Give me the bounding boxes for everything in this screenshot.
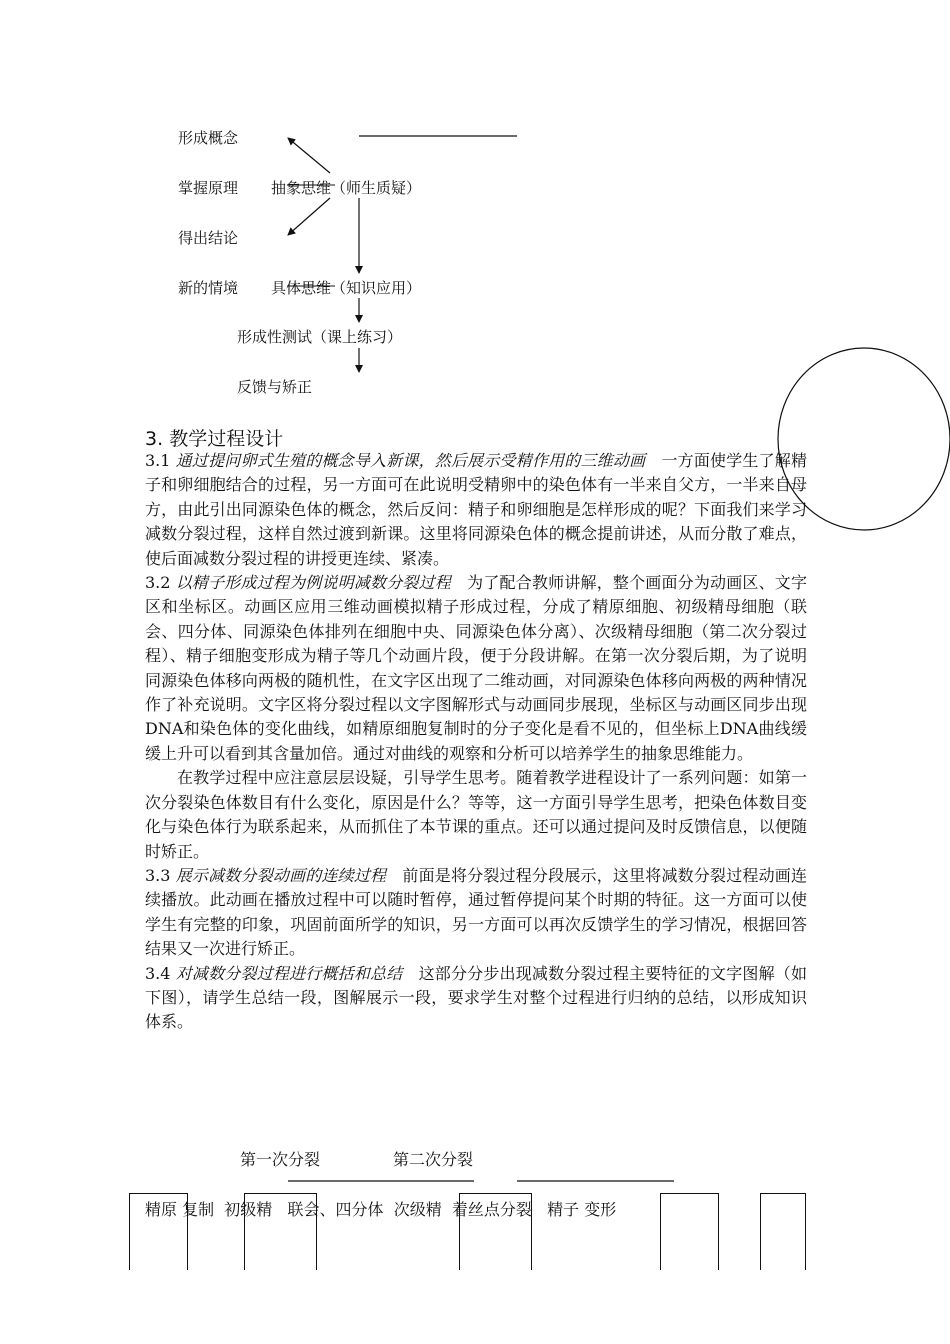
flow-master-principle: 掌握原理 [178, 179, 239, 197]
section-title: 教学过程设计 [169, 428, 284, 450]
flow-draw-conclusion: 得出结论 [178, 229, 239, 247]
paragraph-3-4 [145, 962, 807, 1035]
paragraph-3-2-extra: 在教学过程中应注意层层设疑，引导学生思考。随着教学进程设计了一系列问题：如第一次分裂染色体数目有什么变化，原因是什么？等等，这一方面引导学生思考，把染色体数目变化与染色体行为联系起来，从而抓住了本节课的重点。还可以通过提问及时反馈信息，以便随时矫正。 [145, 768, 807, 861]
p33-lead: 展示减数分裂动画的连续过程 [175, 865, 387, 885]
section-number: 3. [145, 428, 164, 450]
arrow-to-conclusion [288, 198, 330, 235]
stage-box-5 [760, 1193, 806, 1270]
flow-formative-test: 形成性测试（课上练习） [237, 328, 403, 346]
p34-body: 这部分分步出现减数分裂过程主要特征的文字图解（如下图），请学生总结一段，图解展示一段，要求学生对整个过程进行归纳的总结，以形成知识体系。 [145, 963, 807, 1032]
p32-lead: 以精子形成过程为例说明减数分裂过程 [175, 573, 451, 593]
p33-body: 前面是将分裂过程分段展示，这里将减数分裂过程动画连续播放。此动画在播放过程中可以随时暂停，通过暂停提问某个时期的特征。这一方面可以使学生有完整的印象，巩固前面所学的知识，另一方面可以再次反馈学生的学习情况，根据回答结果又一次进行矫正。 [145, 865, 807, 959]
p32-body: 为了配合教师讲解，整个画面分为动画区、文字区和坐标区。动画区应用三维动画模拟精子形成过程，分成了精原细胞、初级精母细胞（联会、四分体、同源染色体排列在细胞中央、同源染色体分离）、次级精母细胞（第二次分裂过程）、精子细胞变形成为精子等几个动画片段，便于分段讲解。在第一次分裂后期，为了说明同源染色体移向两极的随机性，在文字区出现了二维动画，对同源染色体移向两极的两种情况作了补充说明。文字区将分裂过程以文字图解形式与动画同步展现，坐标区与动画区同步出现DNA和染色体的变化曲线，如精原细胞复制时的分子变化是看不见的，但坐标上DNA曲线缓缓上升可以看到其含量加倍。通过对曲线的观察和分析可以培养学生的抽象思维能力。 [145, 573, 807, 763]
flow-concrete-thinking: 具体思维（知识应用） [271, 279, 422, 297]
p32-number: 3.2 [145, 573, 176, 593]
second-division-label: 第二次分裂 [393, 1150, 474, 1169]
first-division-label: 第一次分裂 [240, 1150, 321, 1169]
flow-form-concept: 形成概念 [178, 129, 239, 147]
paragraph-3-1 [145, 449, 807, 571]
paragraph-3-3 [145, 864, 807, 962]
flow-feedback: 反馈与矫正 [237, 378, 313, 396]
p34-number: 3.4 [145, 963, 176, 983]
p33-number: 3.3 [145, 865, 176, 885]
section-heading [145, 424, 283, 451]
body-text [145, 449, 807, 1035]
p31-lead: 通过提问卵式生殖的概念导入新课，然后展示受精作用的三维动画 [175, 451, 646, 470]
stages-row: 精原 复制 初级精 联会、四分体 次级精 着丝点分裂 精子 变形 [145, 1200, 617, 1219]
arrow-to-form-concept [288, 138, 330, 173]
flow-new-situation: 新的情境 [178, 279, 239, 297]
paragraph-3-2 [145, 571, 807, 766]
p31-body: 一方面使学生了解精子和卵细胞结合的过程，另一方面可在此说明受精卵中的染色体有一半来自父方，一半来自母方，由此引出同源染色体的概念，然后反问：精子和卵细胞是怎样形成的呢？下面我们来学习减数分裂过程，这样自然过渡到新课。这里将同源染色体的概念提前讲述，从而分散了难点，使后面减数分裂过程的讲授更连续、紧凑。 [145, 451, 807, 568]
stage-box-4 [660, 1193, 719, 1270]
flow-abstract-thinking: 抽象思维（师生质疑） [271, 179, 422, 197]
p31-number: 3.1 [145, 451, 176, 470]
p34-lead: 对减数分裂过程进行概括和总结 [175, 963, 403, 983]
